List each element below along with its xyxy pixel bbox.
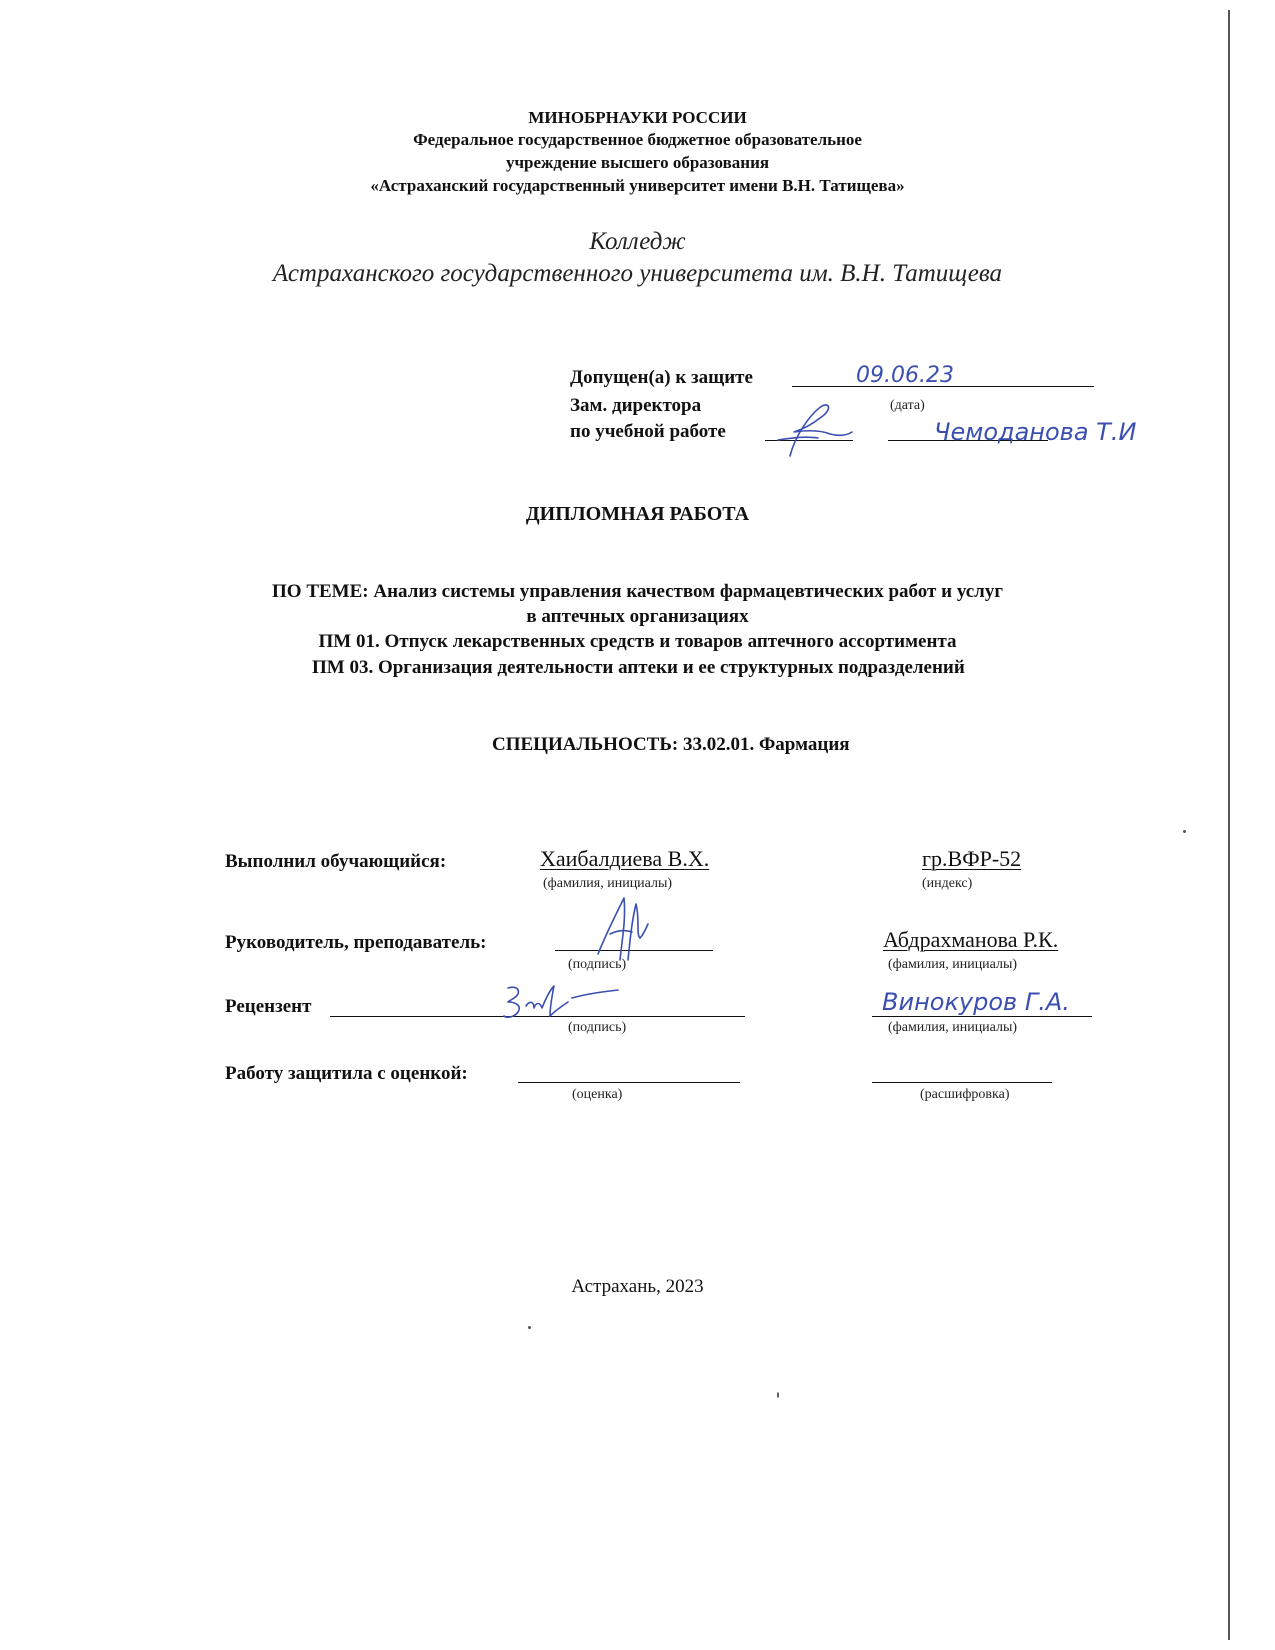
ministry-heading: МИНОБРНАУКИ РОССИИ <box>528 108 747 127</box>
supervisor-label: Руководитель, преподаватель: <box>225 932 487 953</box>
grade-caption: (оценка) <box>572 1087 623 1102</box>
svg-text:Чемоданова Т.И: Чемоданова Т.И <box>934 418 1137 446</box>
topic-line: ПО ТЕМЕ: Анализ системы управления качеством фармацевтических работ и услуг <box>272 581 1003 602</box>
institution-line: учреждение высшего образования <box>505 153 770 172</box>
student-group: гр.ВФР-52 <box>922 846 1022 871</box>
scan-speck <box>777 1392 779 1398</box>
scan-speck <box>528 1326 531 1329</box>
academic-work-label: по учебной работе <box>570 421 726 442</box>
scan-speck <box>1183 830 1186 833</box>
student-name: Хаибалдиева В.Х. <box>540 846 710 871</box>
svg-text:09.06.23: 09.06.23 <box>856 363 954 388</box>
reviewer-signature-caption: (подпись) <box>568 1020 627 1035</box>
supervisor-name-caption: (фамилия, инициалы) <box>888 957 1018 972</box>
module-pm03: ПМ 03. Организация деятельности аптеки и ее структурных подразделений <box>312 657 965 678</box>
student-label: Выполнил обучающийся: <box>225 851 447 872</box>
deputy-name-handwritten <box>930 408 1170 454</box>
reviewer-name-caption: (фамилия, инициалы) <box>888 1020 1018 1035</box>
supervisor-signature-caption: (подпись) <box>568 957 627 972</box>
module-pm01: ПМ 01. Отпуск лекарственных средств и товаров аптечного ассортимента <box>318 631 957 652</box>
deputy-signature <box>760 396 855 466</box>
admitted-label: Допущен(а) к защите <box>570 367 753 388</box>
specialty: СПЕЦИАЛЬНОСТЬ: 33.02.01. Фармация <box>492 734 850 755</box>
college-title: Колледж <box>589 228 686 255</box>
institution-line: Федеральное государственное бюджетное образовательное <box>413 130 862 149</box>
reviewer-name-handwritten <box>880 980 1100 1020</box>
date-caption: (дата) <box>890 398 925 413</box>
decoding-line <box>872 1082 1052 1083</box>
date-handwritten <box>850 358 1010 390</box>
deputy-director-label: Зам. директора <box>570 395 702 416</box>
supervisor-name: Абдрахманова Р.К. <box>883 927 1059 952</box>
document-title: ДИПЛОМНАЯ РАБОТА <box>525 503 750 525</box>
grade-line <box>518 1082 740 1083</box>
university-name: «Астраханский государственный университет имени В.Н. Татищева» <box>370 176 905 195</box>
defense-label: Работу защитила с оценкой: <box>225 1063 468 1084</box>
topic-line: в аптечных организациях <box>526 606 749 627</box>
student-name-caption: (фамилия, инициалы) <box>543 876 673 891</box>
svg-text:Винокуров Г.А.: Винокуров Г.А. <box>882 988 1070 1016</box>
reviewer-label: Рецензент <box>225 996 312 1017</box>
decoding-caption: (расшифровка) <box>920 1087 1010 1102</box>
city-year: Астрахань, 2023 <box>571 1276 704 1297</box>
student-group-caption: (индекс) <box>922 876 973 891</box>
college-subtitle: Астраханского государственного университета им. В.Н. Татищева <box>272 260 1003 287</box>
